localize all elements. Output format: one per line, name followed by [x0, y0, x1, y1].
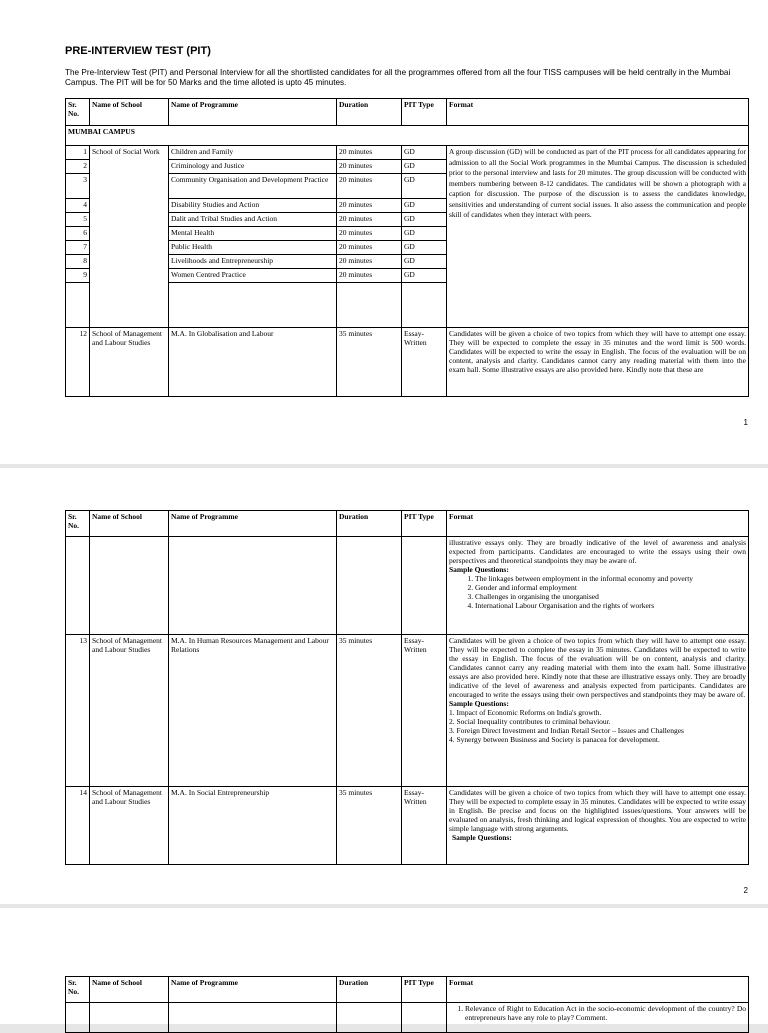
- sample-questions-list: [449, 574, 746, 610]
- duration-cell: 20 minutes: [337, 255, 402, 269]
- programme-cell-empty: [169, 283, 337, 328]
- pit-type-cell: GD: [402, 160, 447, 174]
- format-cell: [447, 635, 749, 787]
- sr-cell: 14: [66, 787, 90, 865]
- list-item: 4. Synergy between Business and Society is panacea for development.: [449, 735, 660, 744]
- sample-questions-list: [449, 1004, 746, 1022]
- programme-cell: Community Organisation and Development Practice: [169, 174, 337, 199]
- programme-cell: Criminology and Justice: [169, 160, 337, 174]
- list-item: 1. Relevance of Right to Education Act in the socio-economic development of the country? Do entrepreneurs have any role to play? Comment.: [465, 1004, 746, 1022]
- header-format: Format: [447, 977, 749, 1003]
- duration-cell-empty: [337, 283, 402, 328]
- duration-cell: 35 minutes: [337, 787, 402, 865]
- programme-cell: Public Health: [169, 241, 337, 255]
- list-item: 1. Impact of Economic Reforms on India's growth.: [449, 708, 602, 717]
- table-header-row: [66, 99, 749, 126]
- duration-cell: 20 minutes: [337, 227, 402, 241]
- format-cell: [447, 787, 749, 865]
- sr-cell: 8: [66, 255, 90, 269]
- page-title: PRE-INTERVIEW TEST (PIT): [65, 45, 211, 57]
- pit-type-cell-empty: [402, 283, 447, 328]
- pit-type-cell: Essay-Written: [402, 787, 447, 865]
- sr-cell: 13: [66, 635, 90, 787]
- duration-cell: 20 minutes: [337, 174, 402, 199]
- page-3: [0, 908, 768, 1024]
- programme-cell-empty: [169, 1003, 337, 1033]
- sr-cell-empty: [66, 537, 90, 635]
- programme-cell: Women Centred Practice: [169, 269, 337, 283]
- duration-cell: 20 minutes: [337, 213, 402, 227]
- header-pit-type: PIT Type: [402, 977, 447, 1003]
- sr-cell: 5: [66, 213, 90, 227]
- table-row-continued: [66, 1003, 749, 1033]
- school-cell: School of Social Work: [90, 146, 169, 328]
- header-programme: Name of Programme: [169, 511, 337, 537]
- programme-cell-empty: [169, 537, 337, 635]
- duration-cell: 20 minutes: [337, 160, 402, 174]
- programme-cell: Disability Studies and Action: [169, 199, 337, 213]
- pit-type-cell: Essay-Written: [402, 635, 447, 787]
- format-text: Candidates will be given a choice of two topics from which they will have to attempt one essay. They will be expected to complete the essay in 35 minutes. Candidates will be expected to write the essay in English. The focus of the evaluation will be on content, analysis and clarity. Candidates cannot carry any reading material with them into the exam hall. Some illustrative essays are also provided here. Kindly note that these are illustrative essays only. They are broadly indicative of the level of awareness and analysis expected from participants. Candidates are encouraged to write the essays using their own perspectives and standpoints they may be aware of.: [449, 636, 746, 699]
- duration-cell-empty: [337, 537, 402, 635]
- duration-cell: 35 minutes: [337, 328, 402, 397]
- sr-cell: 1: [66, 146, 90, 160]
- pit-type-cell-empty: [402, 537, 447, 635]
- campus-label: MUMBAI CAMPUS: [66, 126, 749, 146]
- format-text: Candidates will be given a choice of two topics from which they will have to attempt one essay. They will be expected to complete the essay in 35 minutes and the word limit is 500 words. Candidates will be expected to write the essay in English. The focus of the evaluation will be on content, analysis and clarity. Candidates cannot carry any reading material with them into the exam hall. Some illustrative essays are also provided here. Kindly note that these are: [449, 329, 746, 374]
- list-item: 4. International Labour Organisation and the rights of workers: [475, 601, 746, 610]
- format-text: illustrative essays only. They are broadly indicative of the level of awareness and analysis expected from participants. Candidates are encouraged to write the essays using their own perspectives and theoretical standpoints they may be aware of.: [449, 538, 746, 565]
- format-cell: A group discussion (GD) will be conducted as part of the PIT process for all candidates appearing for admission to all the Social Work programmes in the Mumbai Campus. The discussion is scheduled prior to the personal interview and lasts for 20 minutes. The group discussion will be conducted with members numbering between 8-12 candidates. The candidates will be shown a photograph with a caption for discussion. The purpose of the discussion is to assess the candidates knowledge, sensitivities and understanding of current social issues. It also assess the communication and people skill of candidates when they interact with peers.: [447, 146, 749, 328]
- table-row: [66, 787, 749, 865]
- sr-cell: 3: [66, 174, 90, 199]
- pit-type-cell-empty: [402, 1003, 447, 1033]
- sr-cell: 4: [66, 199, 90, 213]
- programme-cell: M.A. In Human Resources Management and Labour Relations: [169, 635, 337, 787]
- sample-questions-label: Sample Questions:: [452, 833, 512, 842]
- list-item: 3. Challenges in organising the unorganised: [475, 592, 746, 601]
- pit-type-cell: GD: [402, 174, 447, 199]
- programme-cell: M.A. In Globalisation and Labour: [169, 328, 337, 397]
- pit-type-cell: GD: [402, 255, 447, 269]
- header-duration: Duration: [337, 99, 402, 126]
- header-duration: Duration: [337, 977, 402, 1003]
- page-2: [0, 468, 768, 904]
- page-number: 2: [743, 886, 748, 895]
- table-row: [66, 146, 749, 160]
- header-programme: Name of Programme: [169, 99, 337, 126]
- programme-cell: Dalit and Tribal Studies and Action: [169, 213, 337, 227]
- format-text: Candidates will be given a choice of two topics from which they will have to attempt one essay. They will be expected to complete essay in 35 minutes. Candidates will be expected to write essay in English. Be precise and focus on the highlighted issues/questions. Your answers will be evaluated on analysis, fresh thinking and logical expression of thoughts. You are expected to write simple language with strong arguments.: [449, 788, 746, 833]
- sr-cell: 9: [66, 269, 90, 283]
- header-school: Name of School: [90, 99, 169, 126]
- school-cell-empty: [90, 537, 169, 635]
- duration-cell: 20 minutes: [337, 199, 402, 213]
- intro-paragraph: The Pre-Interview Test (PIT) and Personal Interview for all the shortlisted candidates for all the programmes offered from all the four TISS campuses will be held centrally in the Mumbai Campus. The PIT will be for 50 Marks and the time alloted is upto 45 minutes.: [65, 68, 731, 87]
- format-cell: [447, 537, 749, 635]
- sr-cell: 7: [66, 241, 90, 255]
- table-row: [66, 635, 749, 787]
- sample-questions-label: Sample Questions:: [449, 565, 509, 574]
- header-format: Format: [447, 99, 749, 126]
- sr-cell: 2: [66, 160, 90, 174]
- programme-cell: Mental Health: [169, 227, 337, 241]
- sr-cell: 12: [66, 328, 90, 397]
- school-cell: School of Management and Labour Studies: [90, 328, 169, 397]
- page-1: [0, 0, 768, 464]
- pit-type-cell: Essay-Written: [402, 328, 447, 397]
- sr-cell-empty: [66, 1003, 90, 1033]
- sample-questions-label: Sample Questions:: [449, 699, 509, 708]
- header-sr: Sr. No.: [66, 977, 90, 1003]
- school-cell-empty: [90, 1003, 169, 1033]
- table-header-row: [66, 511, 749, 537]
- pit-table-page-3: [65, 976, 749, 1033]
- format-cell: [447, 1003, 749, 1033]
- duration-cell: 20 minutes: [337, 269, 402, 283]
- programme-cell: Livelihoods and Entrepreneurship: [169, 255, 337, 269]
- list-item: 1. The linkages between employment in the informal economy and poverty: [475, 574, 746, 583]
- school-cell: School of Management and Labour Studies: [90, 635, 169, 787]
- header-pit-type: PIT Type: [402, 511, 447, 537]
- campus-row: [66, 126, 749, 146]
- header-programme: Name of Programme: [169, 977, 337, 1003]
- format-cell: [447, 328, 749, 397]
- list-item: 3. Foreign Direct Investment and Indian Retail Sector – Issues and Challenges: [449, 726, 684, 735]
- table-header-row: [66, 977, 749, 1003]
- duration-cell: 20 minutes: [337, 146, 402, 160]
- duration-cell: 20 minutes: [337, 241, 402, 255]
- list-item: 2. Gender and informal employment: [475, 583, 746, 592]
- header-pit-type: PIT Type: [402, 99, 447, 126]
- programme-cell: Children and Family: [169, 146, 337, 160]
- pit-type-cell: GD: [402, 213, 447, 227]
- pit-table-page-1: [65, 98, 749, 397]
- pit-type-cell: GD: [402, 146, 447, 160]
- pit-table-page-2: [65, 510, 749, 865]
- header-duration: Duration: [337, 511, 402, 537]
- header-sr: Sr. No.: [66, 99, 90, 126]
- header-format: Format: [447, 511, 749, 537]
- pit-type-cell: GD: [402, 241, 447, 255]
- header-school: Name of School: [90, 977, 169, 1003]
- programme-cell: M.A. In Social Entrepreneurship: [169, 787, 337, 865]
- header-sr: Sr. No.: [66, 511, 90, 537]
- duration-cell: 35 minutes: [337, 635, 402, 787]
- table-row-continued: [66, 537, 749, 635]
- list-item: 2. Social Inequality contributes to criminal behaviour.: [449, 717, 611, 726]
- pit-type-cell: GD: [402, 199, 447, 213]
- pit-type-cell: GD: [402, 269, 447, 283]
- header-school: Name of School: [90, 511, 169, 537]
- page-number: 1: [743, 418, 748, 427]
- pit-type-cell: GD: [402, 227, 447, 241]
- duration-cell-empty: [337, 1003, 402, 1033]
- table-row: [66, 328, 749, 397]
- sr-cell-empty: [66, 283, 90, 328]
- sr-cell: 6: [66, 227, 90, 241]
- school-cell: School of Management and Labour Studies: [90, 787, 169, 865]
